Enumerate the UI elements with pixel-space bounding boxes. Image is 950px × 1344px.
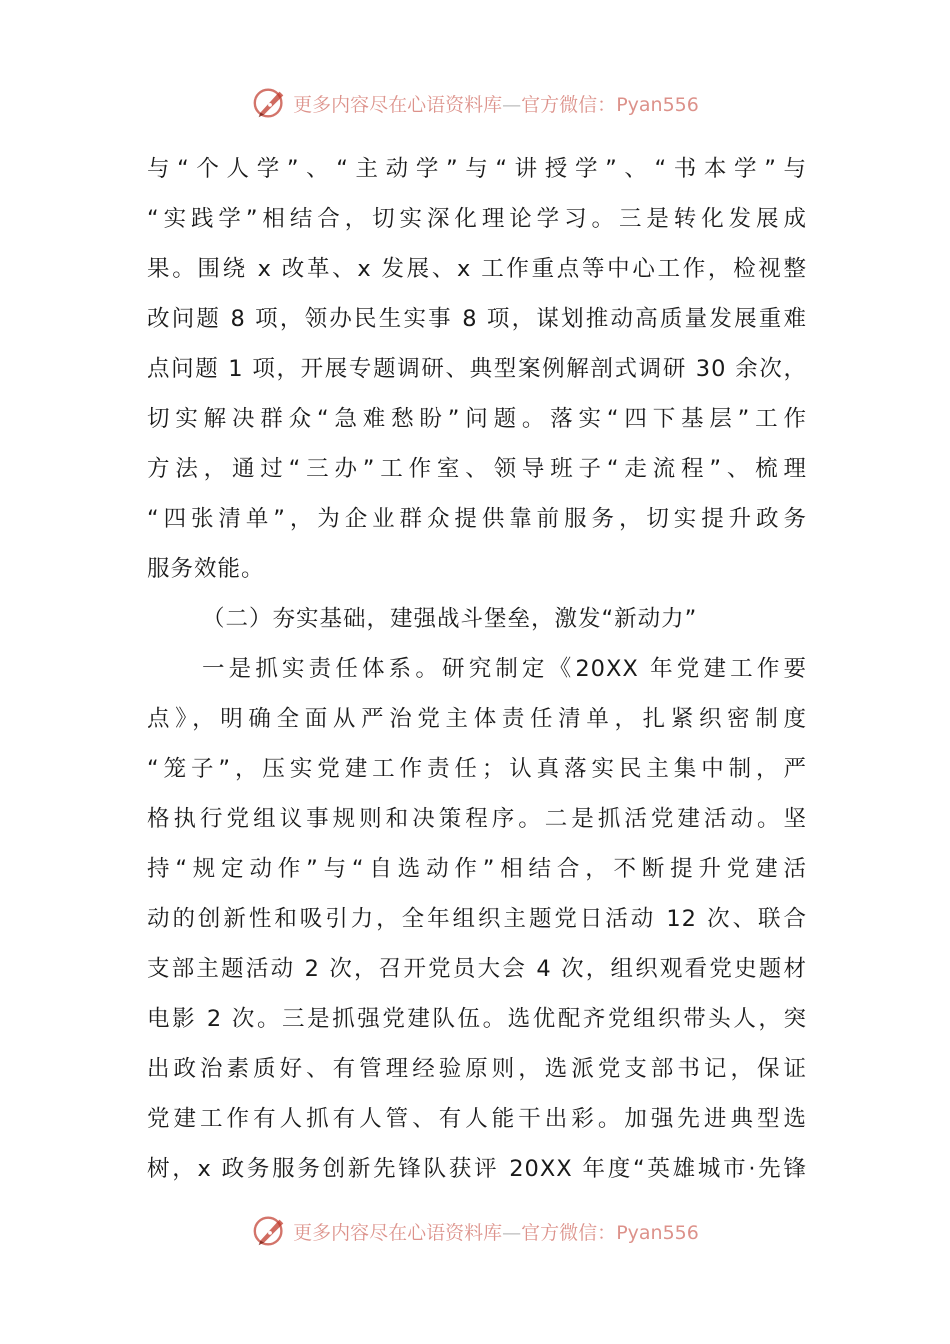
text-line: 改问题 8 项，领办民生实事 8 项，谋划推动高质量发展重难	[147, 306, 807, 332]
text-line: 点》，明确全面从严治党主体责任清单，扎紧织密制度	[147, 706, 807, 732]
text-line: 电影 2 次。三是抓强党建队伍。选优配齐党组织带头人，突	[147, 1006, 807, 1032]
text-line: “四张清单”，为企业群众提供靠前服务，切实提升政务	[147, 506, 807, 532]
text-line: 支部主题活动 2 次，召开党员大会 4 次，组织观看党史题材	[147, 956, 807, 982]
paragraph-2	[147, 644, 807, 1194]
text-line: 果。围绕 x 改革、x 发展、x 工作重点等中心工作，检视整	[147, 256, 807, 282]
text-line: 一是抓实责任体系。研究制定《20XX 年党建工作要	[202, 656, 807, 682]
text-line: 树，x 政务服务创新先锋队获评 20XX 年度“英雄城市·先锋	[147, 1156, 807, 1182]
text-line: “笼子”，压实党建工作责任；认真落实民主集中制，严	[147, 756, 807, 782]
text-line: 切实解决群众“急难愁盼”问题。落实“四下基层”工作	[147, 406, 807, 432]
text-line: 持“规定动作”与“自选动作”相结合，不断提升党建活	[147, 856, 807, 882]
text-line: 动的创新性和吸引力，全年组织主题党日活动 12 次、联合	[147, 906, 807, 932]
header-watermark	[0, 83, 950, 123]
text-line: 出政治素质好、有管理经验原则，选派党支部书记，保证	[147, 1056, 807, 1082]
document-body	[147, 144, 807, 1194]
watermark-text: 更多内容尽在心语资料库—官方微信：Pyan556	[293, 1221, 699, 1244]
text-line: “实践学”相结合，切实深化理论学习。三是转化发展成	[147, 206, 807, 232]
text-line: 党建工作有人抓有人管、有人能干出彩。加强先进典型选	[147, 1106, 807, 1132]
text-line: 点问题 1 项，开展专题调研、典型案例解剖式调研 30 余次，	[147, 356, 807, 382]
footer-watermark	[0, 1211, 950, 1251]
text-line: 方法，通过“三办”工作室、领导班子“走流程”、梳理	[147, 456, 807, 482]
watermark-text: 更多内容尽在心语资料库—官方微信：Pyan556	[293, 93, 699, 116]
text-line: 服务效能。	[147, 556, 265, 582]
text-line: 格执行党组议事规则和决策程序。二是抓活党建活动。坚	[147, 806, 807, 832]
pen-logo-icon	[251, 84, 289, 122]
text-line: 与“个人学”、“主动学”与“讲授学”、“书本学”与	[147, 156, 807, 182]
pen-logo-icon	[251, 1212, 289, 1250]
section-heading: （二）夯实基础，建强战斗堡垒，激发“新动力”	[202, 606, 698, 632]
paragraph-1	[147, 144, 807, 594]
